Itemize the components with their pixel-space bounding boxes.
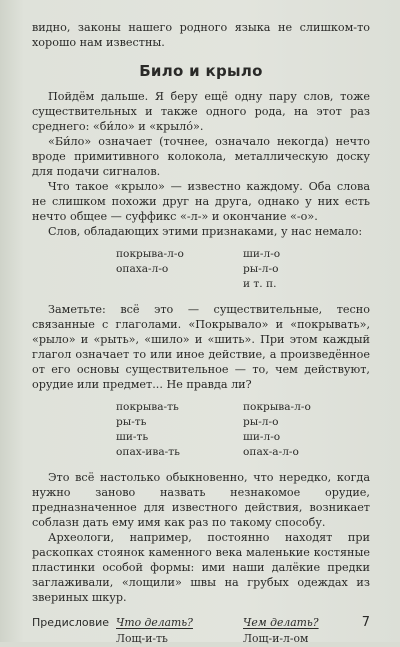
list-item: покрыва-ть — [116, 401, 179, 413]
answer-verb: Лощ-и-ть — [116, 632, 168, 645]
list-item: и т. п. — [243, 278, 277, 290]
footer-section-title: Предисловие — [32, 616, 109, 629]
list-item: ры-ть — [116, 416, 147, 428]
list-item: покрыва-л-о — [243, 401, 311, 413]
question-with-what: Чем делать? — [243, 616, 319, 629]
answer-noun: Лощ-и-л-ом — [243, 632, 309, 645]
paragraph-4: Слов, обладающих этими признаками, у нас немало: — [48, 225, 363, 238]
paragraph-5: Заметьте: всё это — существительные, тесно связанные с глаголами. «Покрывало» и «покрывать», «рыло» и «рыть», «шило» и «шить». При этом каждый глагол означает то или иное действие, а произведённое от его основы существительное — то, чем действуют, орудие или предмет... Не правда ли? — [32, 303, 370, 391]
section-heading: Било и крыло — [139, 62, 263, 80]
paragraph-1: Пойдём дальше. Я беру ещё одну пару слов, тоже существительных и также одного рода, на этот раз среднего: «би́ло» и «крыло́». — [32, 90, 370, 133]
paragraph-6: Это всё настолько обыкновенно, что нередко, когда нужно заново назвать незнакомое орудие, предназначенное для известного действия, возникает соблазн дать ему имя как раз по такому способу. — [32, 471, 370, 529]
list-item: опах-ива-ть — [116, 446, 180, 458]
word-list-1-left — [116, 247, 243, 292]
list-item: опах-а-л-о — [243, 446, 299, 458]
page-footer — [32, 615, 370, 630]
paragraph-7: Археологи, например, постоянно находят при раскопках стоянок каменного века маленькие костяные пластинки особой формы: ими наши далёкие предки заглаживали, «лощили» швы на грубых одеждах из звериных шкур. — [32, 531, 370, 604]
word-list-2-right — [243, 400, 370, 460]
word-list-1 — [116, 247, 370, 292]
list-item: ры-л-о — [243, 263, 279, 275]
list-item: ры-л-о — [243, 416, 279, 428]
intro-paragraph: видно, законы нашего родного языка не слишком-то хорошо нам известны. — [32, 21, 370, 49]
list-item: ши-л-о — [243, 248, 281, 260]
question-what-to-do: Что делать? — [116, 616, 193, 629]
list-item: ши-ть — [116, 431, 149, 443]
list-item: опаха-л-о — [116, 263, 169, 275]
paragraph-3: Что такое «крыло» — известно каждому. Оба слова не слишком похожи друг на друга, однако у них есть нечто общее — суффикс «-л-» и окончание «-о». — [32, 180, 370, 223]
word-list-1-right — [243, 247, 370, 292]
paragraph-2: «Би́ло» означает (точнее, означало некогда) нечто вроде примитивного колокола, металлическую доску для подачи сигналов. — [32, 135, 370, 178]
list-item: ши-л-о — [243, 431, 281, 443]
word-list-2-left — [116, 400, 243, 460]
word-list-2 — [116, 400, 370, 460]
list-item: покрыва-л-о — [116, 248, 184, 260]
page-number: 7 — [361, 615, 370, 630]
